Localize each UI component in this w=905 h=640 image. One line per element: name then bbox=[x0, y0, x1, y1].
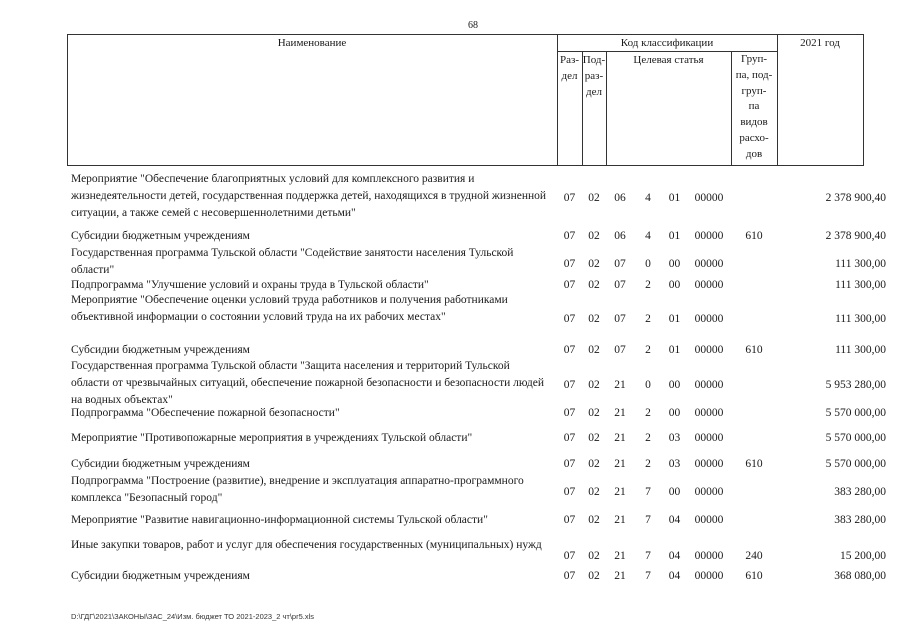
row-code-g: 240 bbox=[745, 550, 763, 562]
row-code-t1: 21 bbox=[614, 570, 626, 582]
row-code-p: 02 bbox=[588, 486, 600, 498]
row-name: Мероприятие "Развитие навигационно-информационной системы Тульской области" bbox=[71, 514, 488, 526]
row-amount: 111 300,00 bbox=[835, 279, 886, 291]
row-code-t4: 00000 bbox=[694, 344, 724, 356]
row-code-t2: 4 bbox=[645, 230, 651, 242]
row-code-r: 07 bbox=[563, 379, 576, 391]
row-code-t2: 0 bbox=[645, 379, 651, 391]
row-amount: 2 378 900,40 bbox=[825, 192, 886, 204]
row-code-t4: 00000 bbox=[694, 192, 724, 204]
row-code-t3: 03 bbox=[668, 432, 681, 444]
row-code-t4: 00000 bbox=[694, 570, 724, 582]
header-classification: Код классификации bbox=[620, 37, 714, 49]
row-code-t1: 21 bbox=[614, 432, 626, 444]
row-code-r: 07 bbox=[563, 344, 576, 356]
row-code-t1: 06 bbox=[614, 230, 626, 242]
row-code-t2: 2 bbox=[645, 432, 651, 444]
row-amount: 5 570 000,00 bbox=[825, 432, 886, 444]
row-code-r: 07 bbox=[563, 258, 576, 270]
row-code-t2: 2 bbox=[645, 344, 651, 356]
row-code-p: 02 bbox=[588, 192, 600, 204]
row-code-r: 07 bbox=[563, 279, 576, 291]
row-code-g: 610 bbox=[745, 344, 763, 356]
row-amount: 111 300,00 bbox=[835, 313, 886, 325]
row-code-t1: 21 bbox=[614, 407, 626, 419]
row-code-t4: 00000 bbox=[694, 458, 724, 470]
row-code-p: 02 bbox=[588, 344, 600, 356]
table-row bbox=[0, 228, 905, 245]
row-amount: 5 570 000,00 bbox=[825, 407, 886, 419]
row-name: Государственная программа Тульской области "Защита населения и территорий Тульской области от чрезвычайных ситуаций, обеспечение пожарной безопасности и безопасности людей на водных объектах" bbox=[71, 360, 544, 406]
header-name: Наименование bbox=[277, 37, 347, 49]
table-row bbox=[0, 405, 905, 422]
row-code-t1: 07 bbox=[614, 279, 626, 291]
row-code-t3: 00 bbox=[668, 279, 681, 291]
row-code-r: 07 bbox=[563, 192, 576, 204]
row-amount: 5 953 280,00 bbox=[825, 379, 886, 391]
row-code-p: 02 bbox=[588, 407, 600, 419]
row-code-t4: 00000 bbox=[694, 313, 724, 325]
row-code-p: 02 bbox=[588, 313, 600, 325]
row-code-t4: 00000 bbox=[694, 550, 724, 562]
table-row bbox=[0, 245, 905, 279]
row-code-t3: 01 bbox=[668, 344, 681, 356]
row-code-r: 07 bbox=[563, 514, 576, 526]
row-amount: 383 280,00 bbox=[834, 514, 886, 526]
row-name: Субсидии бюджетным учреждениям bbox=[71, 570, 250, 582]
table-row bbox=[0, 358, 905, 409]
row-code-p: 02 bbox=[588, 379, 600, 391]
row-code-t1: 21 bbox=[614, 458, 626, 470]
file-path-footer: D:\ГДГ\2021\ЗАКОНЫ\ЗАС_24\Изм. бюджет ТО 2021-2023_2 чт\pr5.xls bbox=[71, 612, 315, 621]
row-code-p: 02 bbox=[588, 570, 600, 582]
row-code-p: 02 bbox=[588, 258, 600, 270]
row-code-t3: 01 bbox=[668, 313, 681, 325]
row-code-t1: 21 bbox=[614, 486, 626, 498]
row-code-t2: 7 bbox=[645, 550, 651, 562]
row-code-t4: 00000 bbox=[694, 230, 724, 242]
table-row bbox=[0, 537, 905, 571]
row-code-t2: 2 bbox=[645, 458, 651, 470]
table-row bbox=[0, 473, 905, 507]
row-code-t4: 00000 bbox=[694, 514, 724, 526]
row-code-t3: 04 bbox=[668, 514, 681, 526]
table-row bbox=[0, 430, 905, 447]
row-name: Государственная программа Тульской области "Содействие занятости населения Тульской области" bbox=[71, 247, 514, 276]
row-code-t3: 03 bbox=[668, 458, 681, 470]
row-code-t2: 7 bbox=[645, 486, 651, 498]
row-code-t2: 7 bbox=[645, 570, 651, 582]
table-row bbox=[0, 456, 905, 473]
row-code-t3: 00 bbox=[668, 379, 681, 391]
row-code-t3: 00 bbox=[668, 407, 681, 419]
row-code-t3: 00 bbox=[668, 258, 681, 270]
row-name: Иные закупки товаров, работ и услуг для обеспечения государственных (муниципальных) нужд bbox=[71, 539, 542, 551]
row-code-t1: 07 bbox=[614, 344, 626, 356]
row-code-r: 07 bbox=[563, 407, 576, 419]
row-code-p: 02 bbox=[588, 432, 600, 444]
row-name: Подпрограмма "Обеспечение пожарной безопасности" bbox=[71, 407, 340, 419]
row-code-g: 610 bbox=[745, 230, 763, 242]
row-code-t2: 7 bbox=[645, 514, 651, 526]
row-code-t2: 2 bbox=[645, 407, 651, 419]
row-amount: 111 300,00 bbox=[835, 258, 886, 270]
row-code-t2: 2 bbox=[645, 313, 651, 325]
row-code-t3: 01 bbox=[668, 230, 681, 242]
row-code-r: 07 bbox=[563, 570, 576, 582]
row-code-t4: 00000 bbox=[694, 432, 724, 444]
row-code-r: 07 bbox=[563, 550, 576, 562]
row-amount: 15 200,00 bbox=[840, 550, 886, 562]
row-code-g: 610 bbox=[745, 570, 763, 582]
row-name: Субсидии бюджетным учреждениям bbox=[71, 344, 250, 356]
row-name: Подпрограмма "Улучшение условий и охраны труда в Тульской области" bbox=[71, 279, 429, 291]
row-code-t1: 07 bbox=[614, 313, 626, 325]
row-code-t2: 4 bbox=[645, 192, 651, 204]
header-section: Раз- дел bbox=[559, 54, 579, 82]
row-code-t2: 2 bbox=[645, 279, 651, 291]
row-name: Мероприятие "Обеспечение оценки условий труда работников и получения работниками объективной информации о состоянии условий труда на их рабочих местах" bbox=[71, 294, 508, 323]
row-code-t3: 04 bbox=[668, 570, 681, 582]
row-name: Субсидии бюджетным учреждениям bbox=[71, 458, 250, 470]
table-row bbox=[0, 342, 905, 359]
table-row bbox=[0, 512, 905, 529]
row-code-t4: 00000 bbox=[694, 379, 724, 391]
header-subsection: Под- раз- дел bbox=[582, 54, 606, 98]
row-code-g: 610 bbox=[745, 458, 763, 470]
header-group: Груп- па, под- груп- па видов расхо- дов bbox=[735, 53, 773, 160]
row-code-p: 02 bbox=[588, 230, 600, 242]
row-code-t4: 00000 bbox=[694, 258, 724, 270]
row-code-t1: 06 bbox=[614, 192, 626, 204]
row-name: Мероприятие "Противопожарные мероприятия в учреждениях Тульской области" bbox=[71, 432, 473, 444]
page-number: 68 bbox=[468, 20, 478, 31]
row-name: Мероприятие "Обеспечение благоприятных условий для комплексного развития и жизнедеятельности детей, государственная поддержка детей, находящихся в трудной жизненной ситуации, а также семей с несовершеннолетними детьми" bbox=[71, 173, 547, 219]
row-name: Подпрограмма "Построение (развитие), внедрение и эксплуатация аппаратно-программного комплекса "Безопасный город" bbox=[71, 475, 524, 504]
row-code-p: 02 bbox=[588, 514, 600, 526]
row-code-r: 07 bbox=[563, 486, 576, 498]
row-code-t1: 07 bbox=[614, 258, 626, 270]
table-row bbox=[0, 292, 905, 343]
header-target: Целевая статья bbox=[633, 54, 704, 66]
row-code-t3: 01 bbox=[668, 192, 681, 204]
row-code-t3: 04 bbox=[668, 550, 681, 562]
row-code-r: 07 bbox=[563, 313, 576, 325]
row-code-t1: 21 bbox=[614, 514, 626, 526]
row-code-r: 07 bbox=[563, 432, 576, 444]
row-code-r: 07 bbox=[563, 230, 576, 242]
row-code-r: 07 bbox=[563, 458, 576, 470]
row-amount: 368 080,00 bbox=[834, 570, 886, 582]
row-code-t4: 00000 bbox=[694, 407, 724, 419]
row-code-p: 02 bbox=[588, 550, 600, 562]
header-year: 2021 год bbox=[800, 37, 840, 49]
row-code-t4: 00000 bbox=[694, 279, 724, 291]
row-code-p: 02 bbox=[588, 279, 600, 291]
row-code-t1: 21 bbox=[614, 550, 626, 562]
row-code-t4: 00000 bbox=[694, 486, 724, 498]
row-code-p: 02 bbox=[588, 458, 600, 470]
row-amount: 383 280,00 bbox=[834, 486, 886, 498]
table-row bbox=[0, 568, 905, 585]
row-code-t1: 21 bbox=[614, 379, 626, 391]
table-row bbox=[0, 171, 905, 222]
header-divider bbox=[777, 34, 778, 165]
row-code-t3: 00 bbox=[668, 486, 681, 498]
row-amount: 111 300,00 bbox=[835, 344, 886, 356]
row-code-t2: 0 bbox=[645, 258, 651, 270]
row-amount: 5 570 000,00 bbox=[825, 458, 886, 470]
row-amount: 2 378 900,40 bbox=[825, 230, 886, 242]
row-name: Субсидии бюджетным учреждениям bbox=[71, 230, 250, 242]
